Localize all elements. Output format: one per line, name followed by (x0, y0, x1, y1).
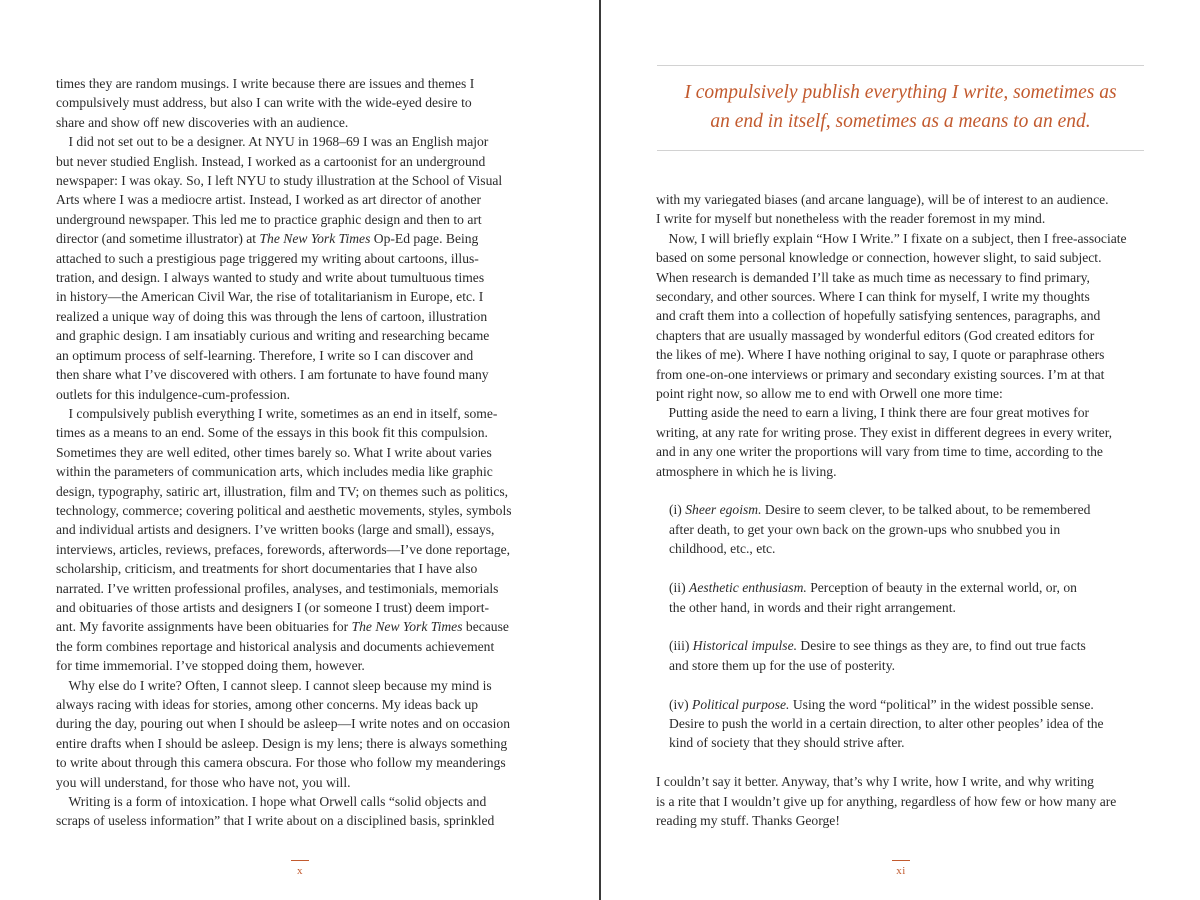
text-run: scholarship, criticism, and treatments for short documentaries that I have also (56, 561, 478, 577)
text-line (56, 152, 544, 171)
text-line (656, 190, 1144, 209)
text-run: Now, I will briefly explain “How I Write.” I fixate on a subject, then I free-associate (668, 230, 1127, 246)
text-line (56, 326, 544, 345)
folio-label: x (297, 865, 303, 877)
text-run: after death, to get your own back on the grown-ups who snubbed you in (669, 521, 1061, 537)
text-run: within the parameters of communication arts, which includes media like graphic (56, 464, 493, 480)
text-run: I couldn’t say it better. Anyway, that’s why I write, how I write, and why writing (656, 774, 1094, 790)
text-run: atmosphere in which he is living. (656, 463, 837, 479)
text-line (656, 811, 1144, 830)
text-run: technology, commerce; covering political and aesthetic movements, styles, symbols (56, 502, 512, 518)
text-run: (iii) (669, 638, 693, 654)
text-run: always racing with ideas for stories, among other concerns. My ideas back up (56, 697, 479, 712)
text-run: and graphic design. I am insatiably curious and writing and researching became (56, 328, 490, 344)
text-line (56, 579, 544, 598)
italic-run: Aesthetic enthusiasm. (689, 580, 807, 596)
text-line (56, 287, 544, 306)
text-line (656, 462, 1144, 481)
text-run: I did not set out to be a designer. At NYU in 1968–69 I was an English major (68, 134, 489, 150)
text-run: Perception of beauty in the external world, or, on (806, 580, 1077, 596)
text-line (56, 773, 544, 792)
text-line (56, 171, 544, 190)
text-line (56, 734, 544, 753)
text-line (56, 462, 544, 481)
text-run: Arts where I was a mediocre artist. Instead, I worked as art director of another (56, 192, 482, 208)
text-run: When research is demanded I’ll take as much time as necessary to find primary, (656, 269, 1090, 285)
pull-quote-line: I compulsively publish everything I write, sometimes as (684, 82, 1117, 103)
text-run: realized a unique way of doing this was through the lens of cartoon, illustration (56, 308, 488, 324)
text-run: (ii) (669, 580, 690, 596)
text-run: Desire to push the world in a certain direction, to alter other peoples’ idea of the (669, 715, 1104, 731)
text-line (656, 306, 1144, 325)
text-line (56, 346, 544, 365)
text-run: ant. My favorite assignments have been obituaries for (56, 619, 352, 635)
text-run: and store them up for the use of posterity. (669, 657, 896, 673)
text-line (656, 229, 1144, 248)
text-run: times they are random musings. I write because there are issues and themes I (56, 76, 475, 91)
pull-quote (657, 65, 1144, 151)
text-run: in history—the American Civil War, the rise of totalitarianism in Europe, etc. I (56, 289, 484, 305)
text-line (56, 540, 544, 559)
text-run: outlets for this indulgence-cum-profession. (56, 386, 291, 402)
text-line (56, 365, 544, 384)
text-run: and obituaries of those artists and designers I (or someone I trust) deem import- (56, 599, 490, 615)
quote-line (656, 520, 1144, 539)
text-run: and in any one writer the proportions will vary from time to time, according to the (656, 444, 1103, 460)
text-run: (i) (669, 502, 686, 518)
text-line (56, 714, 544, 733)
quote-line (656, 695, 1144, 714)
text-run: Putting aside the need to earn a living, I think there are four great motives for (668, 405, 1090, 421)
text-run: the likes of me). Where I have nothing original to say, I quote or paraphrase others (656, 347, 1105, 363)
text-run: but never studied English. Instead, I worked as a cartoonist for an underground (56, 153, 486, 169)
folio-rule (291, 860, 309, 861)
text-run: to write about through this camera obscura. For those who follow my meanderings (56, 755, 506, 771)
text-line (56, 811, 544, 830)
text-line (56, 190, 544, 209)
text-run: for time immemorial. I’ve stopped doing them, however. (56, 658, 365, 674)
blank-line (656, 617, 1144, 636)
text-run: Sometimes they are well edited, other times barely so. What I write about varies (56, 444, 492, 460)
text-run: Op-Ed page. Being (370, 231, 479, 247)
text-line (656, 345, 1144, 364)
text-run: with my variegated biases (and arcane language), will be of interest to an audience. (656, 192, 1109, 207)
text-line (56, 695, 544, 714)
text-line (56, 210, 544, 229)
text-run: reading my stuff. Thanks George! (656, 812, 840, 828)
quote-line (656, 714, 1144, 733)
blank-line (656, 753, 1144, 772)
text-line (56, 249, 544, 268)
text-run: entire drafts when I should be asleep. Design is my lens; there is always something (56, 735, 508, 751)
text-run: Desire to see things as they are, to find out true facts (797, 638, 1086, 654)
text-line (656, 248, 1144, 267)
text-run: and craft them into a collection of hopefully satisfying sentences, paragraphs, and (656, 308, 1101, 324)
text-run: Writing is a form of intoxication. I hope what Orwell calls “solid objects and (68, 794, 487, 810)
text-run: director (and sometime illustrator) at (56, 231, 260, 247)
text-line (656, 403, 1144, 422)
text-line (56, 113, 544, 132)
text-line (56, 93, 544, 112)
quote-line (656, 656, 1144, 675)
text-run: tration, and design. I always wanted to study and write about tumultuous times (56, 270, 485, 286)
text-run: I write for myself but nonetheless with the reader foremost in my mind. (656, 211, 1046, 227)
left-page (0, 0, 599, 900)
text-line (56, 132, 544, 151)
text-run: and individual artists and designers. I’ve written books (large and small), essays, (56, 522, 495, 538)
text-line (56, 598, 544, 617)
text-run: writing, at any rate for writing prose. They exist in different degrees in every writer, (656, 424, 1113, 440)
text-run: share and show off new discoveries with an audience. (56, 114, 349, 130)
text-run: I compulsively publish everything I write, sometimes as an end in itself, some- (68, 405, 498, 421)
text-line (56, 753, 544, 772)
text-run: you will understand, for those who have not, you will. (56, 774, 351, 790)
quote-line (656, 578, 1144, 597)
text-line (656, 792, 1144, 811)
text-run: because (462, 619, 509, 635)
text-run: interviews, articles, reviews, prefaces, forewords, afterwords—I’ve done reportage, (56, 541, 511, 557)
right-page (601, 0, 1200, 900)
text-run: is a rite that I wouldn’t give up for anything, regardless of how few or how many are (656, 793, 1117, 809)
text-line (656, 365, 1144, 384)
text-run: narrated. I’ve written professional profiles, analyses, and testimonials, memorials (56, 580, 499, 596)
text-line (56, 229, 544, 248)
text-run: times as a means to an end. Some of the essays in this book fit this compulsion. (56, 425, 488, 441)
text-run: based on some personal knowledge or connection, however slight, to said subject. (656, 250, 1102, 266)
text-run: childhood, etc., etc. (669, 541, 776, 557)
text-run: the form combines reportage and historical analysis and documents achievement (56, 638, 495, 654)
italic-run: Historical impulse. (692, 638, 798, 654)
quote-line (656, 539, 1144, 558)
text-run: compulsively must address, but also I can write with the wide-eyed desire to (56, 95, 472, 111)
text-run: Desire to seem clever, to be talked about, to be remembered (761, 502, 1091, 518)
text-run: Using the word “political” in the widest possible sense. (789, 696, 1094, 712)
blank-line (656, 559, 1144, 578)
page-number-right (881, 860, 921, 877)
quote-line (656, 598, 1144, 617)
text-line (656, 268, 1144, 287)
quote-line (656, 733, 1144, 752)
left-body-text (56, 74, 544, 831)
text-line (656, 384, 1144, 403)
text-line (56, 268, 544, 287)
text-line (56, 501, 544, 520)
folio-label: xi (896, 865, 906, 877)
quote-line (656, 500, 1144, 519)
text-run: during the day, pouring out when I should be asleep—I write notes and on occasion (56, 716, 511, 732)
text-run: attached to such a prestigious page triggered my writing about cartoons, illus- (56, 250, 479, 266)
text-line (656, 209, 1144, 228)
text-line (656, 772, 1144, 791)
folio-rule (892, 860, 910, 861)
text-line (656, 287, 1144, 306)
text-run: chapters that are usually massaged by wonderful editors (God created editors for (656, 327, 1095, 343)
text-run: design, typography, satiric art, illustration, film and TV; on themes such as politics, (56, 483, 509, 499)
text-run: from one-on-one interviews or primary and secondary existing sources. I’m at that (656, 366, 1105, 382)
pull-quote-line: an end in itself, sometimes as a means to an end. (710, 111, 1091, 132)
text-run: then share what I’ve discovered with others. I am fortunate to have found many (56, 367, 489, 383)
italic-run: The New York Times (259, 231, 371, 247)
text-run: scraps of useless information” that I write about on a disciplined basis, sprinkled (56, 813, 495, 829)
text-line (56, 559, 544, 578)
text-line (56, 792, 544, 811)
page-number-left (280, 860, 320, 877)
text-run: (iv) (669, 696, 693, 712)
text-line (56, 482, 544, 501)
text-line (656, 423, 1144, 442)
right-body-text (656, 190, 1144, 830)
text-line (56, 520, 544, 539)
text-line (56, 423, 544, 442)
text-line (56, 443, 544, 462)
text-run: Why else do I write? Often, I cannot sleep. I cannot sleep because my mind is (68, 677, 492, 693)
text-line (56, 74, 544, 93)
text-run: point right now, so allow me to end with Orwell one more time: (656, 386, 1003, 402)
italic-run: The New York Times (351, 619, 463, 635)
text-run: newspaper: I was okay. So, I left NYU to study illustration at the School of Visual (56, 173, 503, 189)
text-line (656, 326, 1144, 345)
text-line (56, 676, 544, 695)
italic-run: Political purpose. (692, 696, 790, 712)
text-run: underground newspaper. This led me to practice graphic design and then to art (56, 211, 482, 227)
text-line (56, 307, 544, 326)
text-line (56, 637, 544, 656)
text-run: an optimum process of self-learning. Therefore, I write so I can discover and (56, 347, 474, 363)
italic-run: Sheer egoism. (685, 502, 762, 518)
quote-line (656, 636, 1144, 655)
blank-line (656, 675, 1144, 694)
text-run: kind of society that they should strive after. (669, 735, 905, 751)
text-line (56, 656, 544, 675)
text-line (56, 617, 544, 636)
text-run: the other hand, in words and their right arrangement. (669, 599, 956, 615)
text-line (656, 442, 1144, 461)
blank-line (656, 481, 1144, 500)
text-line (56, 385, 544, 404)
text-run: secondary, and other sources. Where I can think for myself, I write my thoughts (656, 289, 1090, 305)
text-line (56, 404, 544, 423)
